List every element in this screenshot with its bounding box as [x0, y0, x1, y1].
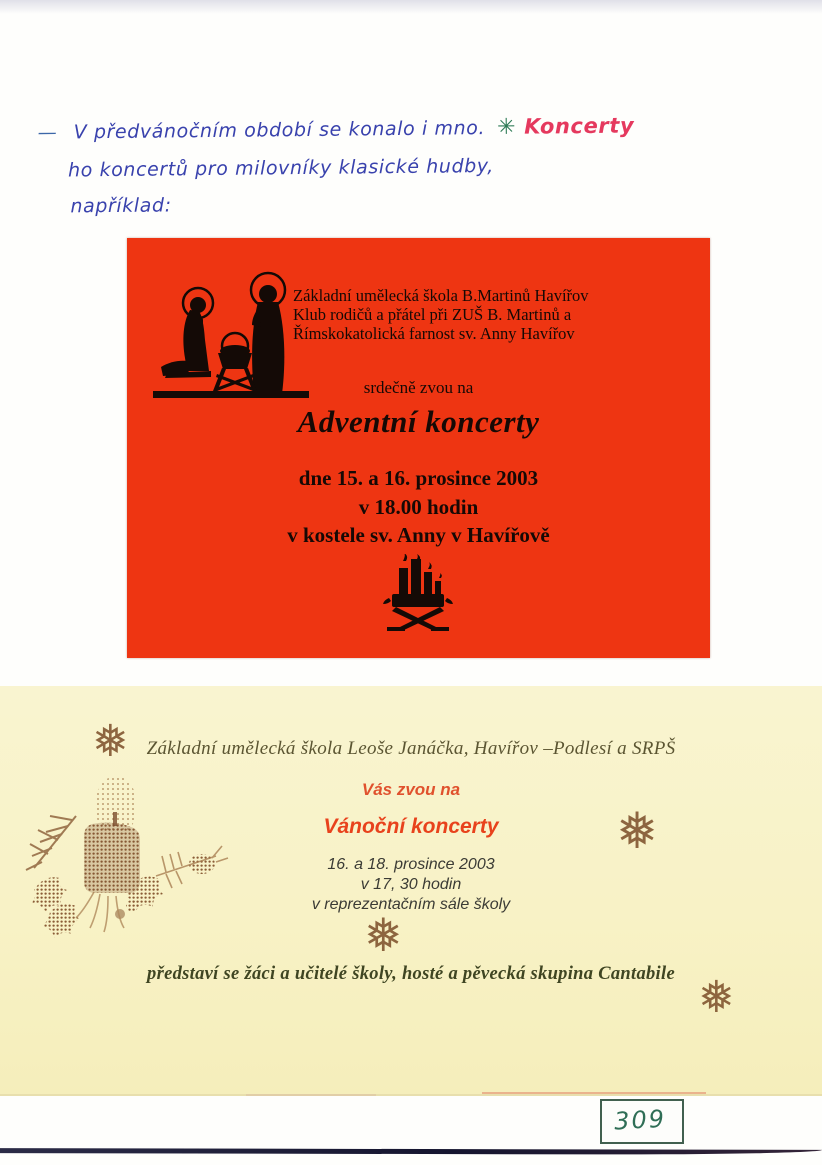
- advent-organizer-lines: [293, 286, 589, 343]
- scan-bottom-edge-line: [0, 1148, 822, 1155]
- scan-artifact-line: [482, 1092, 706, 1094]
- christmas-poster-title: Vánoční koncerty: [323, 815, 499, 838]
- advent-date: dne 15. a 16. prosince 2003: [298, 466, 539, 490]
- advent-invite-text: srdečně zvou na: [363, 378, 474, 397]
- christmas-invite-text: Vás zvou na: [361, 780, 461, 799]
- scan-artifact-line: [246, 1094, 376, 1096]
- snowflake-icon: ❅: [616, 802, 658, 860]
- page-number: 309: [613, 1104, 667, 1136]
- handwritten-line-3: například:: [70, 194, 172, 218]
- page-number-box: [600, 1099, 684, 1144]
- handwritten-dash: —: [37, 121, 58, 144]
- christmas-venue: v reprezentačním sále školy: [311, 896, 511, 913]
- handwritten-note: [38, 112, 759, 218]
- asterisk-mark-icon: ✳: [496, 114, 517, 140]
- advent-organizer-line: Klub rodičů a přátel při ZUŠ B. Martinů a: [293, 305, 572, 324]
- advent-time: v 18.00 hodin: [358, 494, 479, 519]
- advent-organizer-line: Římskokatolická farnost sv. Anny Havířov: [293, 324, 575, 343]
- advent-organizer-line: Základní umělecká škola B.Martinů Havířov: [293, 286, 589, 305]
- christmas-event-details: [0, 855, 822, 915]
- advent-event-details: [127, 464, 710, 550]
- snowflake-icon: ❅: [364, 908, 403, 962]
- handwritten-text-red: Koncerty: [524, 113, 635, 139]
- advent-venue: v kostele sv. Anny v Havířově: [287, 523, 550, 547]
- snowflake-icon: ❅: [92, 716, 129, 767]
- advent-concert-poster: [127, 238, 710, 658]
- christmas-organizer-line: Základní umělecká škola Leoše Janáčka, Havířov –Podlesí a SRPŠ: [146, 738, 676, 759]
- handwritten-text-blue: V předvánočním období se konalo i mno.: [73, 117, 486, 144]
- handwritten-line-1: [38, 112, 758, 145]
- christmas-concert-poster: [0, 686, 822, 1096]
- handwritten-line-2: ho koncertů pro milovníky klasické hudby,: [67, 154, 494, 182]
- advent-wreath-candles-icon: [383, 554, 455, 632]
- scan-edge-shadow: [0, 0, 822, 14]
- christmas-time: v 17, 30 hodin: [360, 876, 462, 893]
- snowflake-icon: ❅: [698, 972, 735, 1023]
- advent-poster-title: Adventní koncerty: [297, 404, 540, 439]
- christmas-performers-line: představí se žáci a učitelé školy, hosté a pěvecká skupina Cantabile: [147, 964, 675, 984]
- christmas-date: 16. a 18. prosince 2003: [327, 856, 495, 873]
